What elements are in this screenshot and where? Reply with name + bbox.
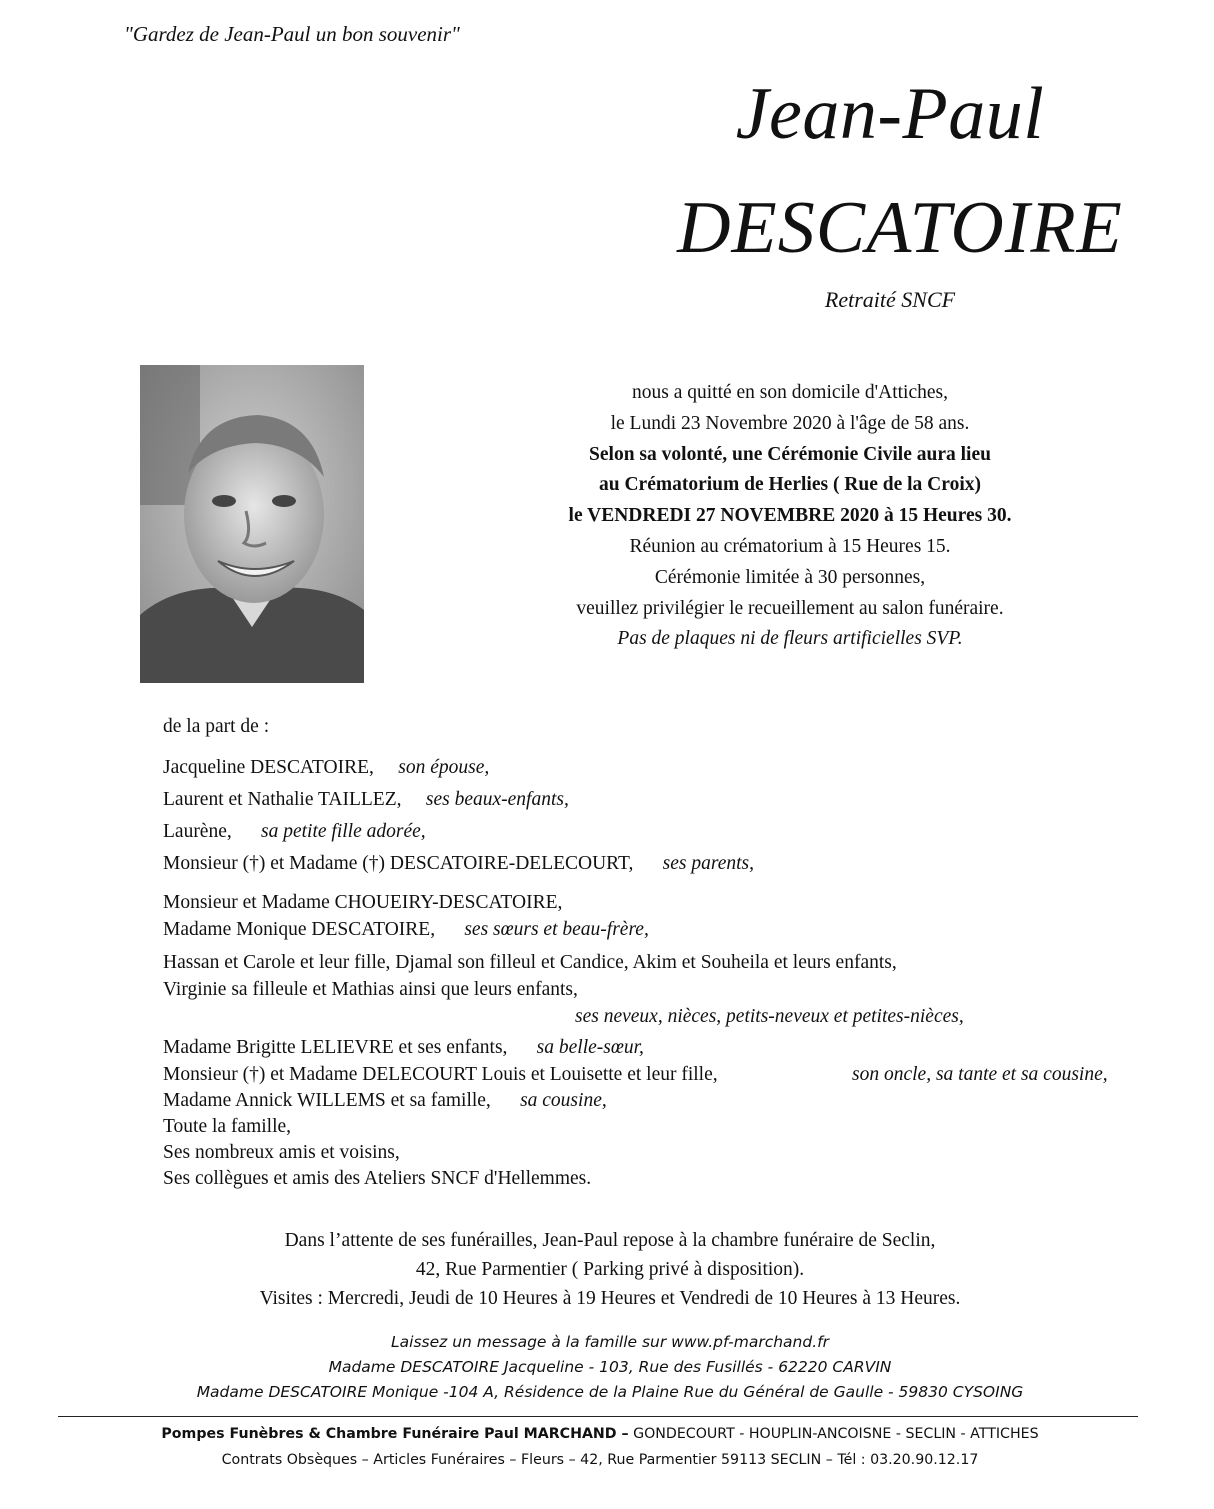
family-entry <box>163 1168 591 1190</box>
announcement-line: Pas de plaques ni de fleurs artificielles SVP. <box>617 628 963 650</box>
family-name: Laurent et Nathalie TAILLEZ, <box>163 789 402 810</box>
footer-towns: GONDECOURT - HOUPLIN-ANCOISNE - SECLIN - ATTICHES <box>628 1426 1039 1442</box>
family-entry <box>163 853 754 875</box>
announcement-line: nous a quitté en son domicile d'Attiches, <box>632 382 948 403</box>
footer-divider <box>58 1416 1138 1417</box>
portrait-photo <box>140 365 364 683</box>
family-relation: ses parents, <box>662 853 754 874</box>
family-name: Virginie sa filleule et Mathias ainsi que leurs enfants, <box>163 979 578 1000</box>
deceased-last-name: DESCATOIRE <box>677 187 1123 269</box>
family-name: Monsieur et Madame CHOUEIRY-DESCATOIRE, <box>163 892 563 913</box>
family-relation: ses sœurs et beau-frère, <box>464 919 649 940</box>
family-name: Jacqueline DESCATOIRE, <box>163 757 374 778</box>
family-relation: sa cousine, <box>520 1090 607 1111</box>
footer-company: Pompes Funèbres & Chambre Funéraire Paul MARCHAND – <box>161 1426 629 1442</box>
announcement-line: au Crématorium de Herlies ( Rue de la Croix) <box>599 474 981 496</box>
footer-services: Contrats Obsèques – Articles Funéraires – Fleurs – 42, Rue Parmentier 59113 SECLIN – Tél : 03.20.90.12.17 <box>221 1452 979 1468</box>
family-entry <box>163 1116 291 1138</box>
family-name: Madame Monique DESCATOIRE, <box>163 919 436 940</box>
family-relation: son oncle, sa tante et sa cousine, <box>852 1064 1108 1085</box>
contact-line: Laissez un message à la famille sur www.pf-marchand.fr <box>391 1333 829 1351</box>
family-name: Monsieur (†) et Madame DELECOURT Louis et Louisette et leur fille, <box>163 1064 718 1085</box>
family-name: Ses nombreux amis et voisins, <box>163 1142 400 1163</box>
family-name: Madame Annick WILLEMS et sa famille, <box>163 1090 491 1111</box>
family-relation: ses neveux, nièces, petits-neveux et petites-nièces, <box>575 1006 964 1027</box>
announcement-line: le VENDREDI 27 NOVEMBRE 2020 à 15 Heures 30. <box>568 505 1012 527</box>
contact-info <box>100 1330 1120 1405</box>
footer-company-line <box>60 1426 1140 1442</box>
family-relation: son épouse, <box>398 757 490 778</box>
family-entry <box>163 979 578 1001</box>
family-name: Hassan et Carole et leur fille, Djamal son filleul et Candice, Akim et Souheila et leurs enfants, <box>163 952 897 973</box>
family-intro: de la part de : <box>163 716 270 737</box>
deceased-profession: Retraité SNCF <box>824 287 956 312</box>
announcement-line: Selon sa volonté, une Cérémonie Civile aura lieu <box>589 443 991 465</box>
family-entry <box>163 1064 718 1086</box>
family-entry <box>163 919 649 941</box>
family-entry <box>163 789 569 811</box>
family-relation: sa belle-sœur, <box>536 1037 644 1058</box>
repose-line: 42, Rue Parmentier ( Parking privé à disposition). <box>415 1259 805 1280</box>
family-name: Ses collègues et amis des Ateliers SNCF d'Hellemmes. <box>163 1168 592 1189</box>
contact-line: Madame DESCATOIRE Jacqueline - 103, Rue des Fusillés - 62220 CARVIN <box>328 1358 892 1376</box>
family-name: Laurène, <box>163 821 232 842</box>
family-name: Toute la famille, <box>163 1116 292 1137</box>
announcement-line: Cérémonie limitée à 30 personnes, <box>654 566 926 588</box>
family-entry <box>163 1037 644 1059</box>
family-relation: sa petite fille adorée, <box>261 821 426 842</box>
family-entry <box>163 1090 607 1112</box>
family-entry <box>163 821 426 843</box>
announcement-line: veuillez privilégier le recueillement au salon funéraire. <box>576 597 1004 619</box>
deceased-first-name: Jean-Paul <box>735 73 1045 155</box>
repose-info <box>150 1226 1070 1313</box>
repose-line: Dans l’attente de ses funérailles, Jean-Paul repose à la chambre funéraire de Seclin, <box>284 1230 936 1251</box>
announcement-line: Réunion au crématorium à 15 Heures 15. <box>629 535 951 557</box>
family-relation: ses beaux-enfants, <box>425 789 569 810</box>
announcement-block <box>490 378 1090 655</box>
family-name: Madame Brigitte LELIEVRE et ses enfants, <box>163 1037 508 1058</box>
memorial-quote: "Gardez de Jean-Paul un bon souvenir" <box>124 22 460 46</box>
family-name: Monsieur (†) et Madame (†) DESCATOIRE-DELECOURT, <box>163 853 634 874</box>
repose-line: Visites : Mercredi, Jeudi de 10 Heures à 19 Heures et Vendredi de 10 Heures à 13 Heures. <box>259 1288 961 1309</box>
family-entry <box>163 952 897 974</box>
announcement-line: le Lundi 23 Novembre 2020 à l'âge de 58 ans. <box>610 412 970 434</box>
family-entry <box>163 892 562 914</box>
family-entry <box>163 757 489 779</box>
contact-line: Madame DESCATOIRE Monique -104 A, Résidence de la Plaine Rue du Général de Gaulle - 59830 CYSOING <box>196 1383 1024 1401</box>
family-entry <box>163 1142 400 1164</box>
